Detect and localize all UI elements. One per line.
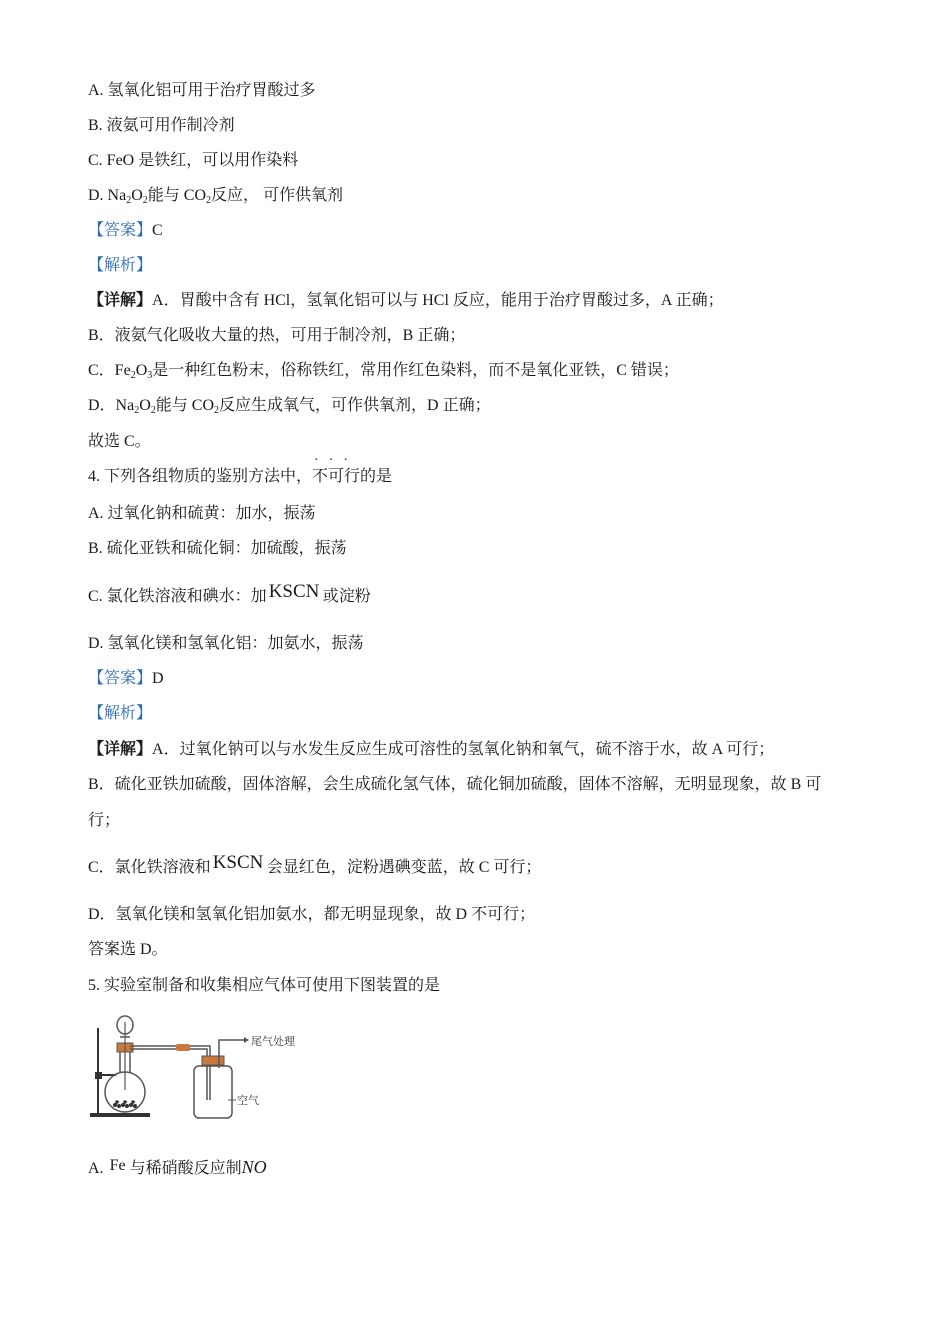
air-label: 空气 [237,1094,259,1107]
option-a: A. 氢氧化铝可用于治疗胃酸过多 [88,82,316,99]
detail-tag: 【详解】 [88,741,153,758]
text-part: O [131,187,143,204]
analysis-tag: 【解析】 [88,705,153,722]
detail-tag: 【详解】 [88,292,153,309]
subscript: 3 [147,370,153,381]
answer-tag: 【答案】 [88,222,153,239]
option-c: C. FeO 是铁红，可以用作染料 [88,152,299,169]
subscript: 2 [130,370,136,381]
delivery-tube [130,1049,207,1100]
text-part: 能与 CO [155,397,215,414]
bottle-stopper [202,1056,224,1065]
exhaust-label: 尾气处理 [251,1035,295,1048]
arrow-head [244,1037,249,1043]
option-a: A. 过氧化钠和硫黄：加水，振荡 [88,505,316,522]
answer-value: D [152,670,164,687]
subscript: 2 [150,405,156,416]
option-d: D. 氢氧化镁和氢氧化铝：加氨水，振荡 [88,635,364,652]
detail-c [88,852,542,879]
text-part: 与稀硝酸反应制 [129,1160,242,1177]
clamp-joint [95,1072,102,1079]
formula-text: KSCN [212,852,264,873]
text-part: D. Na [88,187,127,204]
text-part: C．氯化铁溶液和 [88,859,211,876]
subscript: 2 [142,195,148,206]
question-5-stem: 5. 实验室制备和收集相应气体可使用下图装置的是 [88,977,441,994]
analysis-tag: 【解析】 [88,257,153,274]
text-part: 能与 CO [147,187,207,204]
conclusion: 故选 C。 [88,433,151,450]
detail-b-cont: 行； [88,812,121,829]
formula-text: Fe [109,1157,126,1174]
text-part: A. [88,1160,104,1177]
detail-a [88,739,774,761]
answer-line [88,668,164,690]
apparatus-figure [88,1010,308,1125]
text-part: 反应， 可作供氧剂 [211,187,344,204]
text-part: C．Fe [88,362,131,379]
conclusion: 答案选 D。 [88,941,168,958]
option-b: B. 液氨可用作制冷剂 [88,117,235,134]
answer-value: C [152,222,163,239]
text-part: O [135,362,148,379]
delivery-tube [130,1046,210,1100]
formula-text: NO [241,1157,267,1177]
text-part: 的是 [360,468,393,485]
subscript: 2 [134,405,140,416]
subscript: 2 [126,195,132,206]
solid-reagent [113,1100,137,1108]
subscript: 2 [206,195,212,206]
subscript: 2 [214,405,220,416]
detail-text: A．胃酸中含有 HCl，氢氧化铝可以与 HCl 反应，能用于治疗胃酸过多，A 正确； [152,292,724,309]
text-part: 或淀粉 [322,588,371,605]
text-part: 反应生成氧气，可作供氧剂，D 正确； [219,397,491,414]
rubber-joint [176,1044,190,1051]
collection-bottle [194,1066,232,1118]
text-part: 4. 下列各组物质的鉴别方法中， [88,468,313,485]
detail-b: B．硫化亚铁加硫酸，固体溶解，会生成硫化氢气体，硫化铜加硫酸，固体不溶解，无明显现象，故 B 可 [88,776,822,793]
detail-a [88,290,724,312]
detail-d: D．氢氧化镁和氢氧化铝加氨水，都无明显现象，故 D 不可行； [88,906,536,923]
question-4-stem [88,466,392,488]
text-part: C. 氯化铁溶液和碘水：加 [88,588,267,605]
detail-text: A．过氧化钠可以与水发生反应生成可溶性的氢氧化钠和氧气，硫不溶于水，故 A 可行； [152,741,775,758]
option-a [88,1156,267,1180]
answer-line [88,220,163,242]
detail-d [88,395,491,422]
emphasis-text: · · · 不可行 [312,466,360,488]
option-d [88,185,343,212]
formula-text: KSCN [268,581,320,602]
stand-base [90,1113,150,1117]
answer-tag: 【答案】 [88,670,153,687]
detail-b: B．液氨气化吸收大量的热，可用于制冷剂，B 正确； [88,327,466,344]
option-b: B. 硫化亚铁和硫化铜：加硫酸，振荡 [88,540,347,557]
text-part: D．Na [88,397,135,414]
text-part: 会显红色，淀粉遇碘变蓝，故 C 可行； [266,859,542,876]
text-part: O [139,397,151,414]
option-c [88,581,371,608]
text-part: 是一种红色粉末，俗称铁红，常用作红色染料，而不是氧化亚铁，C 错误； [152,362,679,379]
detail-c [88,360,679,387]
